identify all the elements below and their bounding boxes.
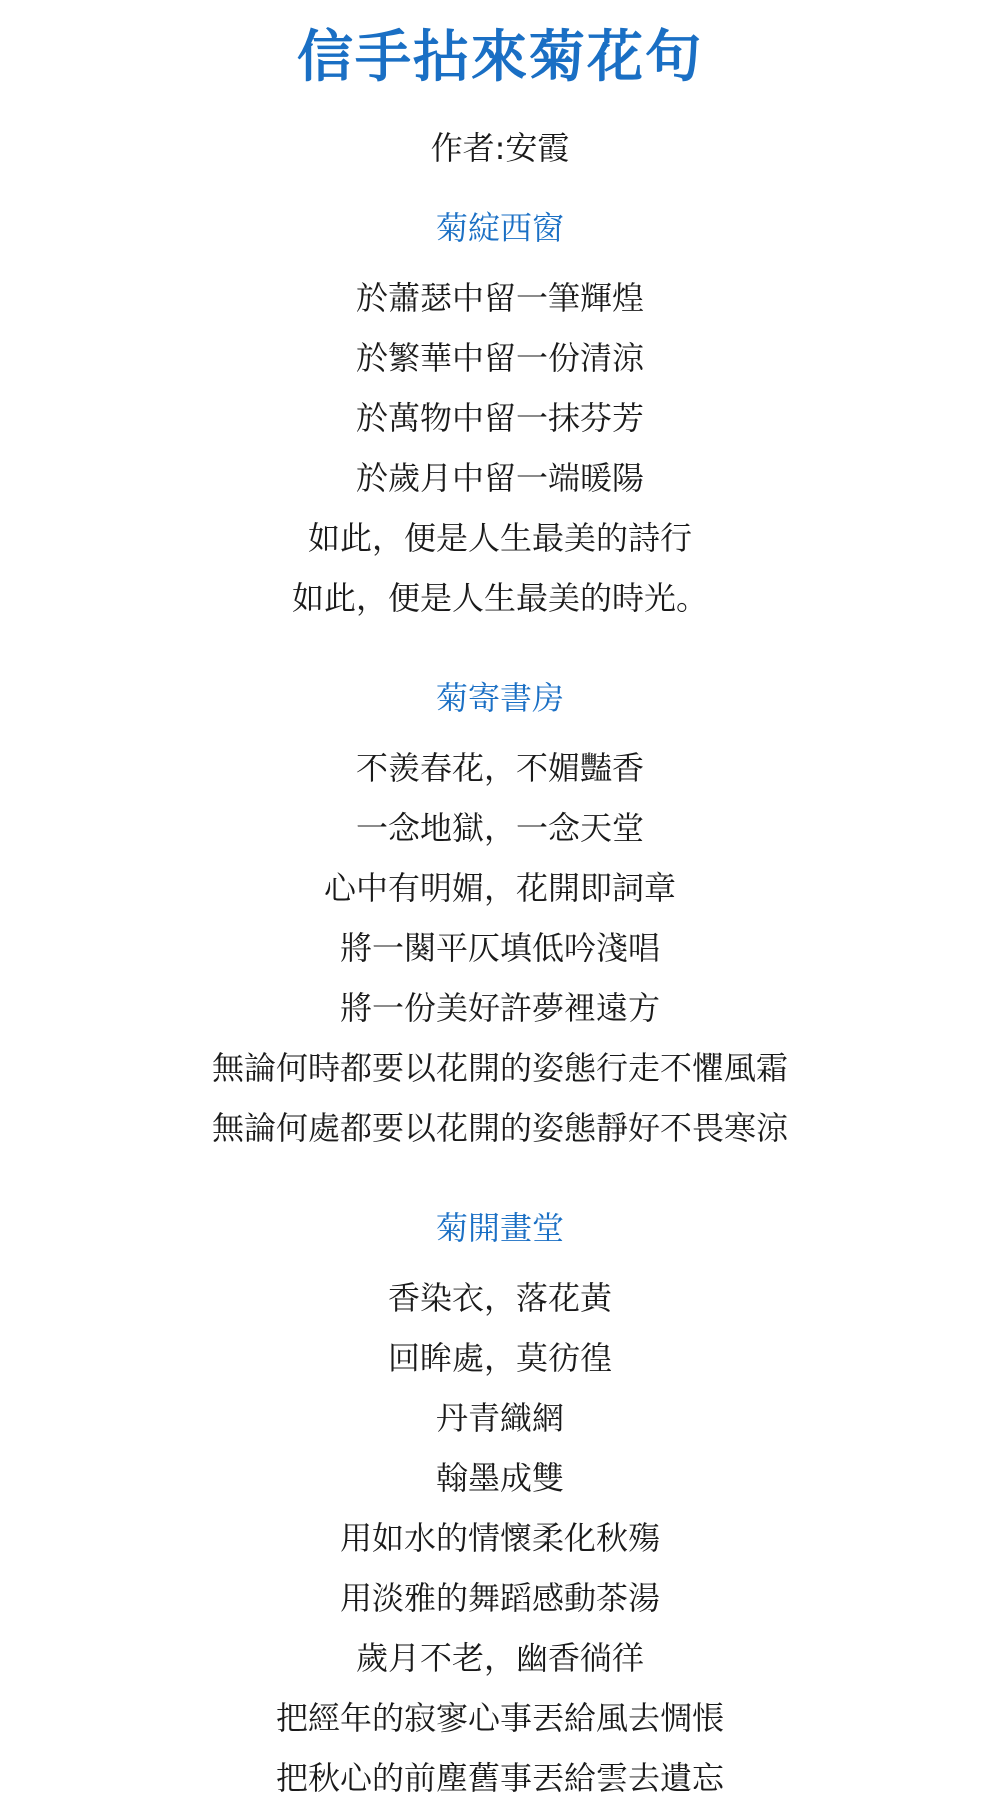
- poem-line: 回眸處，莫彷徨: [387, 1339, 612, 1377]
- poem-line: 如此，便是人生最美的詩行: [307, 519, 692, 557]
- poem-line: 如此，便是人生最美的時光。: [291, 579, 708, 617]
- section-heading: 菊開畫堂: [435, 1209, 564, 1247]
- poem-section-3: [0, 1208, 1000, 1808]
- poem-line: 香染衣，落花黃: [387, 1279, 612, 1317]
- poem-line: 於蕭瑟中留一筆輝煌: [355, 279, 644, 317]
- poem-line: 將一闋平仄填低吟淺唱: [339, 929, 660, 967]
- poem-line: 把經年的寂寥心事丟給風去惆悵: [275, 1699, 724, 1737]
- poem-line: 於歲月中留一端暖陽: [355, 459, 644, 497]
- poem-line: 一念地獄，一念天堂: [355, 809, 644, 847]
- poem-line: 於繁華中留一份清涼: [355, 339, 644, 377]
- poem-author: 作者:安霞: [430, 129, 570, 167]
- section-heading: 菊寄書房: [435, 679, 564, 717]
- poem-section-2: [0, 678, 1000, 1158]
- poem-line: 不羨春花，不媚豔香: [355, 749, 644, 787]
- poem-line: 將一份美好許夢裡遠方: [339, 989, 660, 1027]
- poem-line: 無論何處都要以花開的姿態靜好不畏寒涼: [211, 1109, 788, 1147]
- poem-line: 歲月不老，幽香徜徉: [355, 1639, 644, 1677]
- poem-section-1: [0, 208, 1000, 628]
- section-heading: 菊綻西窗: [435, 209, 564, 247]
- poem-line: 於萬物中留一抹芬芳: [355, 399, 644, 437]
- poem-line: 用如水的情懷柔化秋殤: [339, 1519, 660, 1557]
- poem-line: 心中有明媚，花開即詞章: [323, 869, 676, 907]
- poem-line: 無論何時都要以花開的姿態行走不懼風霜: [211, 1049, 788, 1087]
- section-lines: [0, 268, 1000, 628]
- poem-line: 用淡雅的舞蹈感動茶湯: [339, 1579, 660, 1617]
- poem-title: 信手拈來菊花句: [297, 25, 703, 90]
- section-lines: [0, 738, 1000, 1158]
- poem-line: 翰墨成雙: [435, 1459, 564, 1497]
- poem-line: 把秋心的前塵舊事丟給雲去遺忘: [275, 1759, 724, 1797]
- poem-line: 丹青織網: [435, 1399, 564, 1437]
- section-lines: [0, 1268, 1000, 1808]
